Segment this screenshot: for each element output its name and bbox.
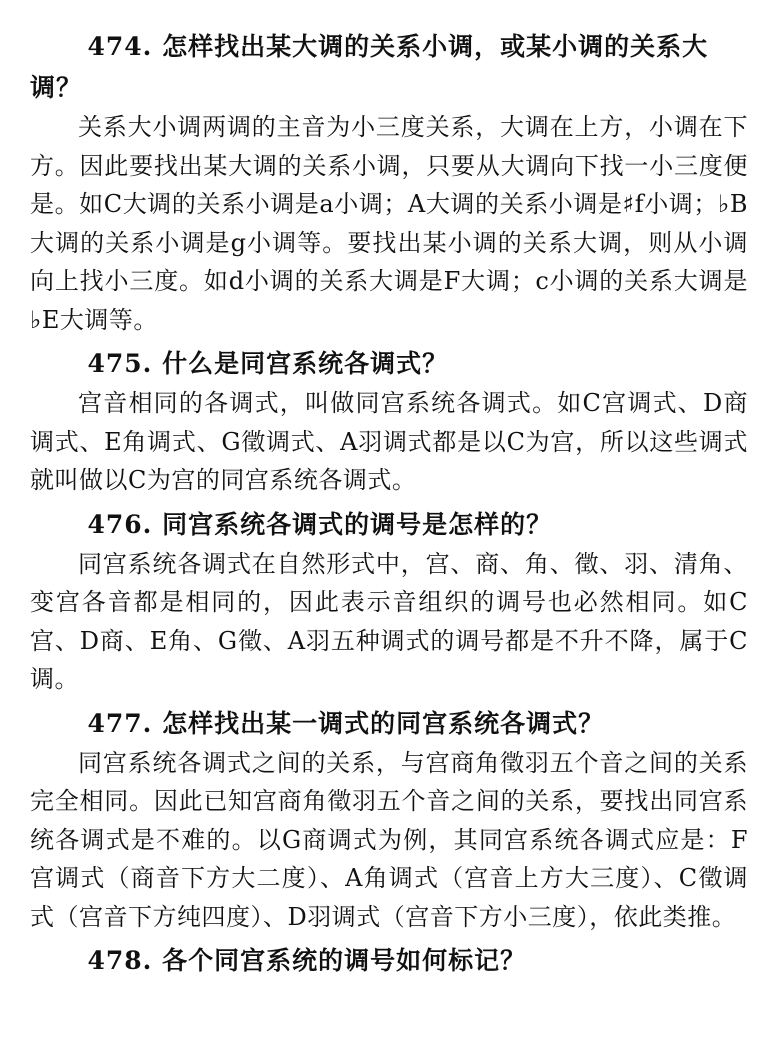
question-478: 478. 各个同宫系统的调号如何标记？: [87, 946, 527, 975]
answer-477: 同宫系统各调式之间的关系，与宫商角徵羽五个音之间的关系完全相同。因此已知宫商角徵羽五个音之间的关系，要找出同宫系统各调式是不难的。以G商调式为例，其同宫系统各调式应是：F宫调式（商音下方大二度）、A角调式（宫音上方大三度）、C徵调式（宫音下方纯四度）、D羽调式（宫音下方小三度），依此类推。: [30, 748, 748, 931]
question-477: 477. 怎样找出某一调式的同宫系统各调式？: [87, 708, 605, 738]
question-474: 474. 怎样找出某大调的关系小调，或某小调的关系大调？: [30, 32, 709, 102]
answer-476: 同宫系统各调式在自然形式中，宫、商、角、徵、羽、清角、变宫各音都是相同的，因此表示音组织的调号也必然相同。如C宫、D商、E角、G徵、A羽五种调式的调号都是不升不降，属于C调。: [30, 549, 748, 693]
answer-474: 关系大小调两调的主音为小三度关系，大调在上方，小调在下方。因此要找出某大调的关系小调，只要从大调向下找一小三度便是。如C大调的关系小调是a小调；A大调的关系小调是♯f小调；♭B大调的关系小调是g小调等。要找出某小调的关系大调，则从小调向上找小三度。如d小调的关系大调是F大调；c小调的关系大调是♭E大调等。: [30, 113, 748, 334]
document-page: [30, 26, 748, 981]
question-475: 475. 什么是同宫系统各调式？: [87, 349, 449, 378]
question-476: 476. 同宫系统各调式的调号是怎样的？: [87, 509, 553, 539]
answer-475: 宫音相同的各调式，叫做同宫系统各调式。如C宫调式、D商调式、E角调式、G徵调式、A羽调式都是以C为宫，所以这些调式就叫做以C为宫的同宫系统各调式。: [30, 389, 748, 494]
